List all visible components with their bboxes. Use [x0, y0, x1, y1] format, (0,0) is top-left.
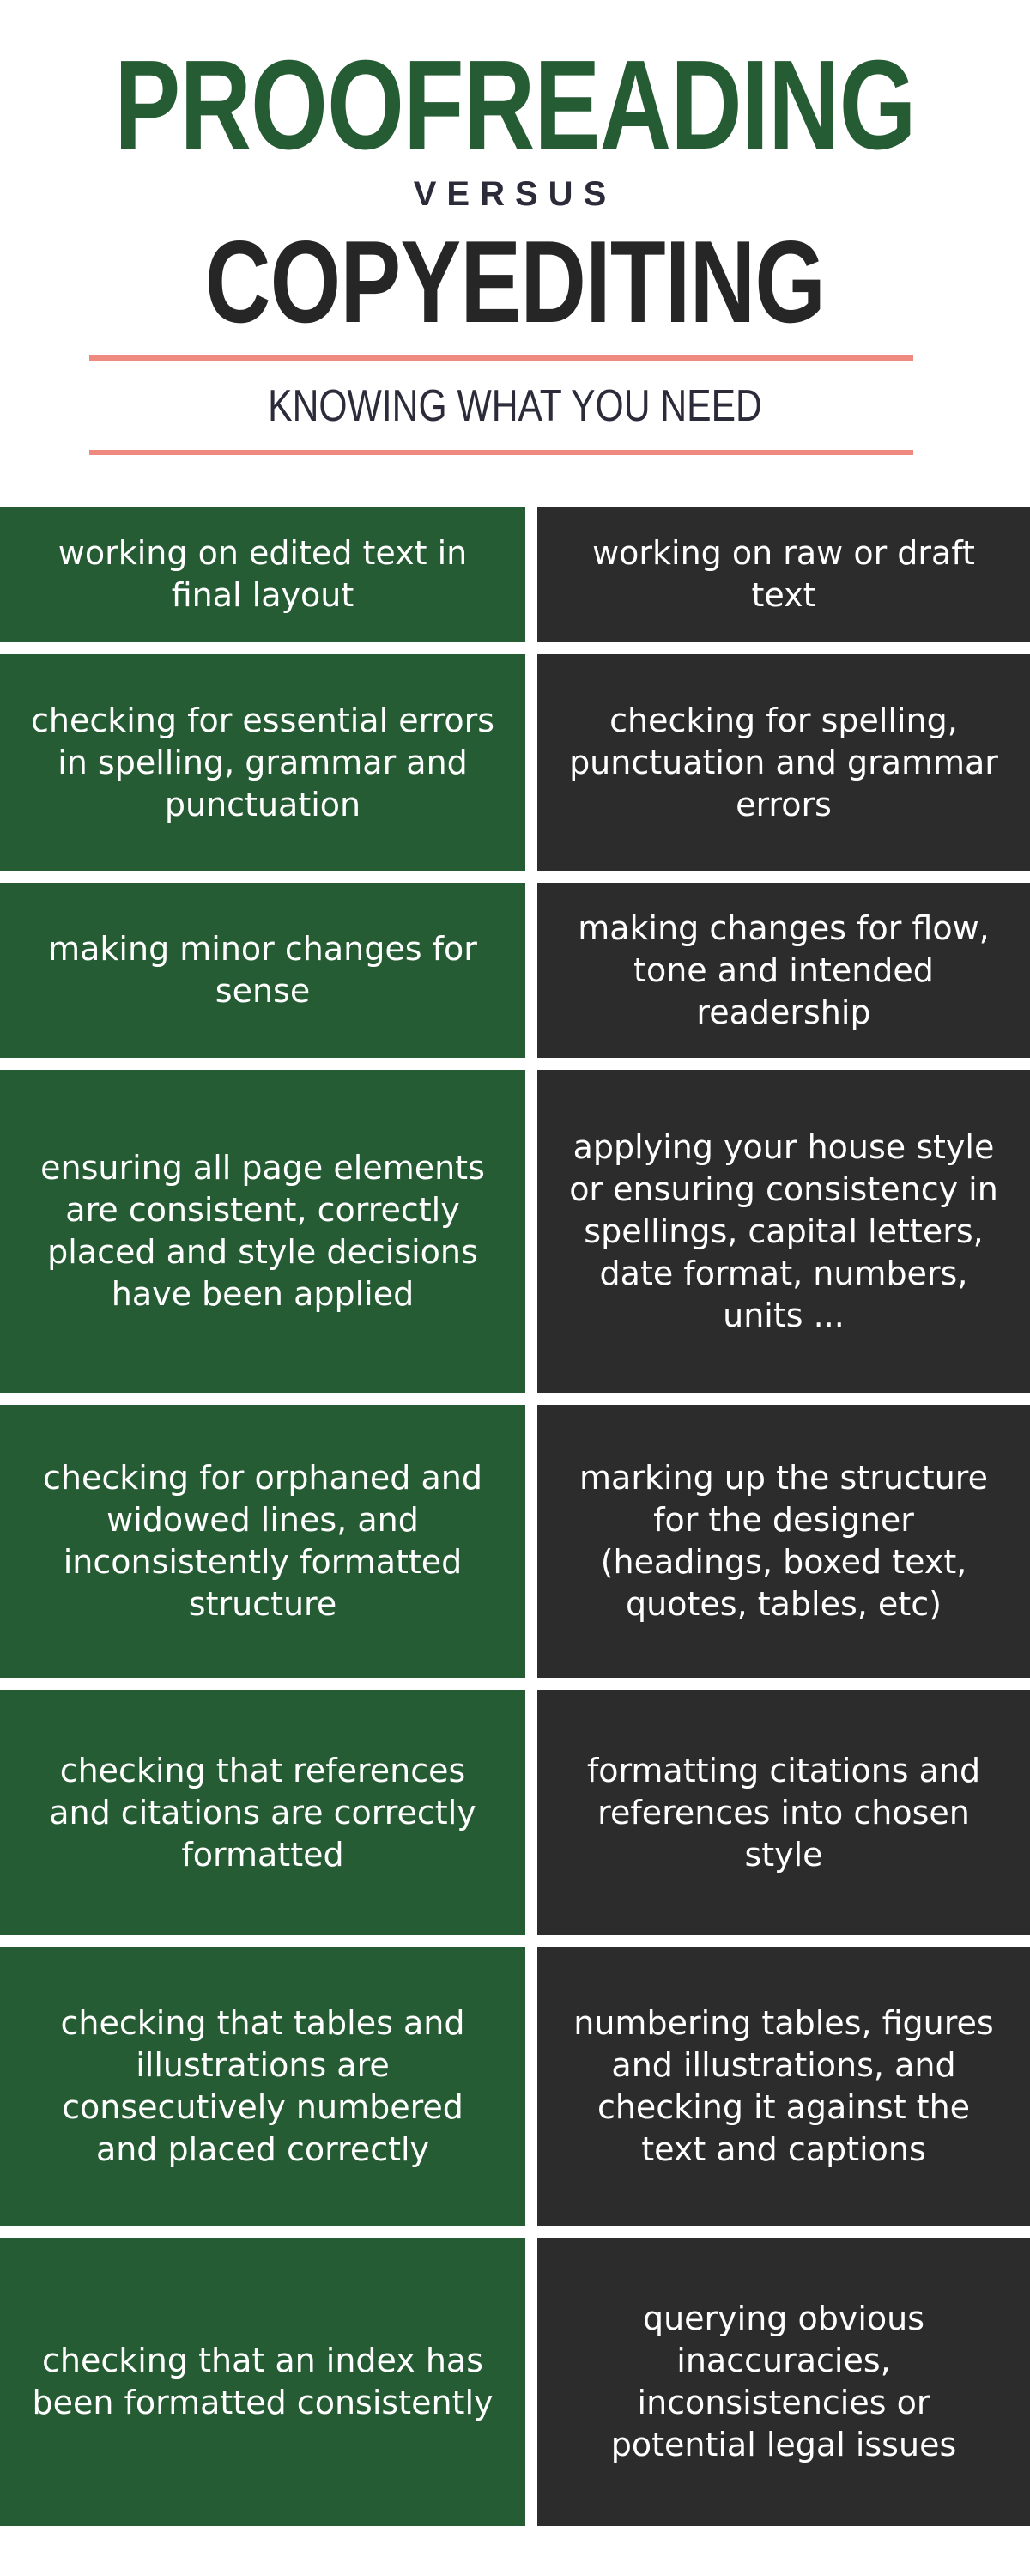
subtitle: KNOWING WHAT YOU NEED: [268, 381, 762, 431]
comparison-row: [0, 1690, 1030, 1935]
copyediting-cell: formatting citations and references into chosen style: [537, 1690, 1030, 1935]
title-proofreading: PROOFREADING: [114, 34, 916, 176]
proofreading-cell: ensuring all page elements are consistent, correctly placed and style decisions have been applied: [0, 1070, 525, 1393]
comparison-row: [0, 1405, 1030, 1678]
proofreading-cell: making minor changes for sense: [0, 883, 525, 1058]
copyediting-cell: numbering tables, figures and illustrations, and checking it against the text and captions: [537, 1947, 1030, 2226]
proofreading-cell: working on edited text in final layout: [0, 507, 525, 642]
divider-bottom: [89, 450, 913, 455]
comparison-row: [0, 883, 1030, 1058]
title-copyediting: COPYEDITING: [204, 216, 826, 347]
copyediting-cell: checking for spelling, punctuation and grammar errors: [537, 654, 1030, 871]
comparison-row: [0, 1947, 1030, 2226]
comparison-row: [0, 2238, 1030, 2526]
comparison-row: [0, 1070, 1030, 1393]
proofreading-cell: checking for essential errors in spelling, grammar and punctuation: [0, 654, 525, 871]
copyediting-cell: querying obvious inaccuracies, inconsistencies or potential legal issues: [537, 2238, 1030, 2526]
comparison-row: [0, 654, 1030, 871]
proofreading-cell: checking that references and citations are correctly formatted: [0, 1690, 525, 1935]
proofreading-cell: checking that tables and illustrations are consecutively numbered and placed correctly: [0, 1947, 525, 2226]
divider-top: [89, 355, 913, 361]
title-versus: VERSUS: [413, 175, 617, 213]
proofreading-cell: checking that an index has been formatted consistently: [0, 2238, 525, 2526]
copyediting-cell: making changes for flow, tone and intended readership: [537, 883, 1030, 1058]
copyediting-cell: applying your house style or ensuring consistency in spellings, capital letters, date format, numbers, units ...: [537, 1070, 1030, 1393]
copyediting-cell: working on raw or draft text: [537, 507, 1030, 642]
comparison-row: [0, 507, 1030, 642]
copyediting-cell: marking up the structure for the designer (headings, boxed text, quotes, tables, etc): [537, 1405, 1030, 1678]
proofreading-cell: checking for orphaned and widowed lines, and inconsistently formatted structure: [0, 1405, 525, 1678]
infographic-header: [0, 0, 1030, 507]
